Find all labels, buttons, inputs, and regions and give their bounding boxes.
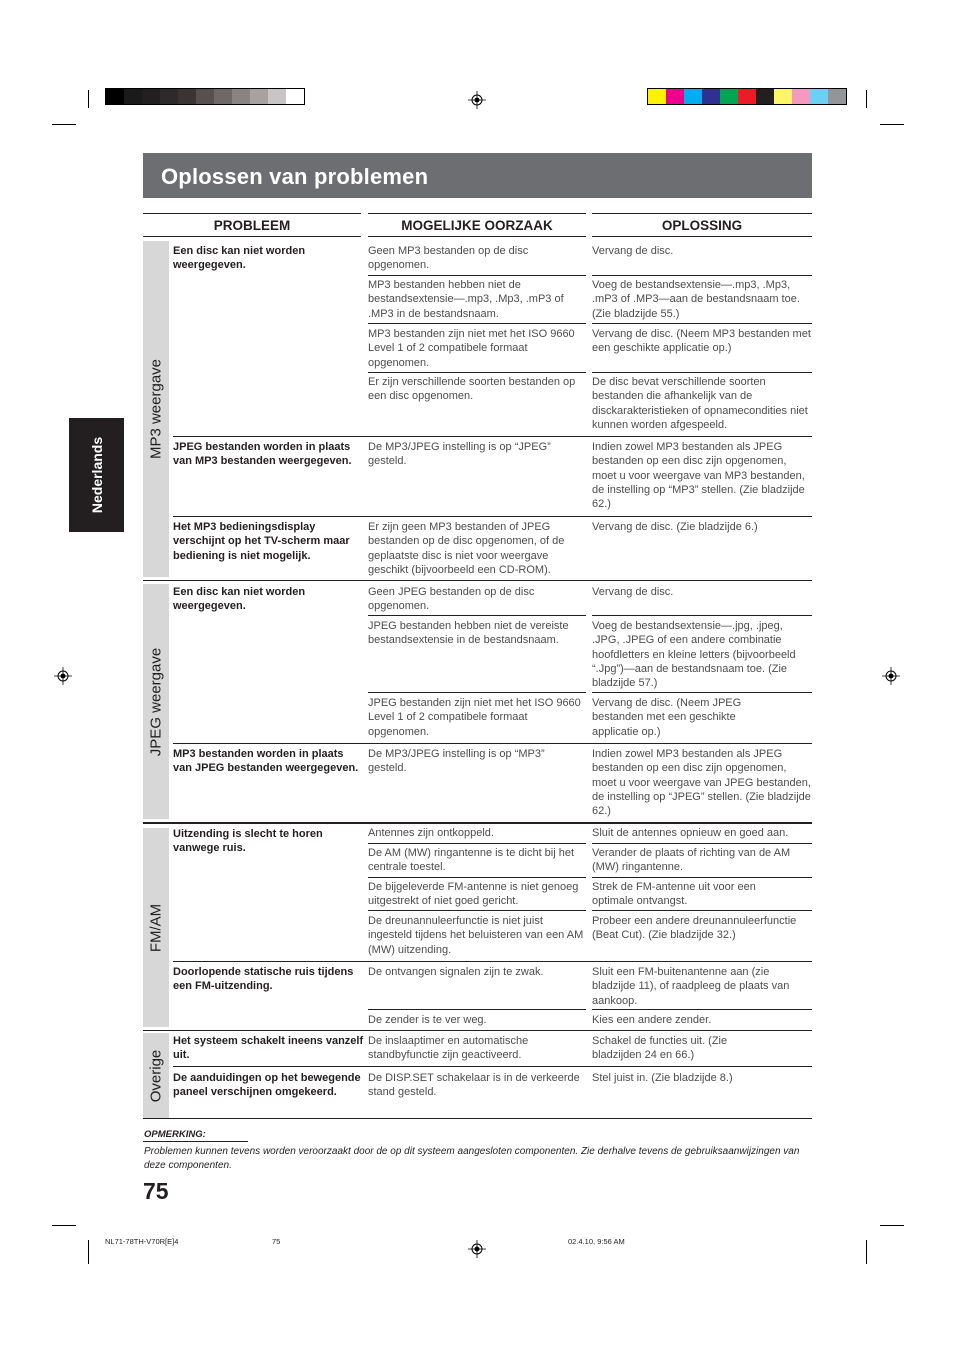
solution-text: Sluit een FM-buitenantenne aan (zie bladzijde 11), of raadpleeg de plaats van aankoop. xyxy=(592,966,790,1007)
row-divider xyxy=(592,615,812,616)
color-swatch xyxy=(756,89,774,104)
color-swatch xyxy=(738,89,756,104)
color-swatch xyxy=(702,89,720,104)
problem-text: De aanduidingen op het bewegende paneel verschijnen omgekeerd. xyxy=(173,1072,361,1099)
section-label-mp3: MP3 weergave xyxy=(147,358,165,460)
section-other xyxy=(143,1033,169,1118)
footer-page: 75 xyxy=(272,1237,281,1246)
page-title-bar xyxy=(143,153,812,198)
section-label-other: Overige xyxy=(147,1049,165,1102)
solution-text: De disc bevat verschillende soorten bestanden die afhankelijk van de disckarakteristieken of opnamecondities niet kunnen worden afgespeeld. xyxy=(592,376,808,431)
row-divider xyxy=(592,910,812,911)
solution-text: Probeer een andere dreunannuleerfunctie (Beat Cut). (Zie bladzijde 32.) xyxy=(592,915,797,942)
color-swatch xyxy=(828,89,846,104)
column-header-cause: MOGELIJKE OORZAAK xyxy=(368,213,586,237)
crop-mark xyxy=(88,90,89,108)
grey-swatch xyxy=(124,89,142,104)
row-divider xyxy=(173,1066,812,1067)
footer-datetime: 02.4.10, 9:56 AM xyxy=(568,1237,625,1246)
solution-text: Vervang de disc. (Neem MP3 bestanden met een geschikte applicatie op.) xyxy=(592,328,811,355)
column-header-problem: PROBLEEM xyxy=(143,213,361,237)
crop-mark xyxy=(52,1225,76,1226)
grey-swatch xyxy=(106,89,124,104)
crop-mark xyxy=(88,1240,89,1264)
solution-text: Vervang de disc. xyxy=(592,245,674,257)
solution-text: Stel juist in. (Zie bladzijde 8.) xyxy=(592,1072,733,1084)
grey-swatch xyxy=(178,89,196,104)
grey-scale-strip xyxy=(105,88,305,105)
grey-swatch xyxy=(160,89,178,104)
row-divider xyxy=(368,843,586,844)
solution-text: Indien zowel MP3 bestanden als JPEG bestanden op een disc zijn opgenomen, moet u voor weergave van MP3 bestanden, de instelling op “MP3” stellen. (Zie bladzijde 62.) xyxy=(592,441,805,511)
crop-mark xyxy=(880,124,904,125)
row-divider xyxy=(368,1009,586,1010)
note-label: OPMERKING: xyxy=(144,1129,206,1140)
solution-text: Kies een andere zender. xyxy=(592,1014,712,1026)
registration-mark-icon xyxy=(882,667,900,685)
cause-text: Er zijn geen MP3 bestanden of JPEG bestanden op de disc opgenomen, of de geplaatste disc is niet voor weergave geschikt (bijvoorbeeld een CD-ROM). xyxy=(368,521,565,576)
section-label-fmam: FM/AM xyxy=(147,903,165,952)
grey-swatch xyxy=(286,89,304,104)
row-divider xyxy=(592,877,812,878)
cause-text: De MP3/JPEG instelling is op “MP3” gesteld. xyxy=(368,748,545,775)
language-tab xyxy=(69,418,124,532)
grey-swatch xyxy=(250,89,268,104)
row-divider xyxy=(173,436,812,437)
grey-swatch xyxy=(214,89,232,104)
registration-mark-icon xyxy=(468,91,486,109)
row-divider xyxy=(368,615,586,616)
problem-text: Het systeem schakelt ineens vanzelf uit. xyxy=(173,1035,364,1062)
problem-text: Een disc kan niet worden weergegeven. xyxy=(173,586,306,613)
cause-text: JPEG bestanden hebben niet de vereiste bestandsextensie in de bestandsnaam. xyxy=(368,620,569,647)
row-divider xyxy=(368,877,586,878)
problem-text: Een disc kan niet worden weergegeven. xyxy=(173,245,306,272)
color-swatch xyxy=(774,89,792,104)
solution-text: Voeg de bestandsextensie—.jpg, .jpeg, .JPG, .JPEG of een andere combinatie hoofdletters en kleine letters (bijvoorbeeld “.Jpg”)—aan de bestandsnaam toe. (Zie bladzijde 57.) xyxy=(592,620,796,690)
row-divider xyxy=(368,275,586,276)
color-swatch xyxy=(648,89,666,104)
row-divider xyxy=(592,843,812,844)
grey-swatch xyxy=(232,89,250,104)
section-divider xyxy=(143,580,812,581)
color-swatch xyxy=(810,89,828,104)
problem-text: JPEG bestanden worden in plaats van MP3 bestanden weergegeven. xyxy=(173,441,352,468)
row-divider xyxy=(368,692,586,693)
problem-text: MP3 bestanden worden in plaats van JPEG bestanden weergegeven. xyxy=(173,748,359,775)
row-divider xyxy=(368,372,586,373)
crop-mark xyxy=(866,90,867,108)
cause-text: De inslaaptimer en automatische standbyfunctie zijn geactiveerd. xyxy=(368,1035,529,1062)
page-title: Oplossen van problemen xyxy=(161,164,429,189)
row-divider xyxy=(592,372,812,373)
problem-text: Doorlopende statische ruis tijdens een FM-uitzending. xyxy=(173,966,354,993)
row-divider xyxy=(592,692,812,693)
grey-swatch xyxy=(196,89,214,104)
cause-text: De dreunannuleerfunctie is niet juist ingesteld tijdens het beluisteren van een AM (MW) uitzending. xyxy=(368,915,584,956)
page-number: 75 xyxy=(143,1178,169,1204)
problem-text: Uitzending is slecht te horen vanwege ruis. xyxy=(173,828,323,855)
color-swatch xyxy=(792,89,810,104)
row-divider xyxy=(173,516,812,517)
section-mp3 xyxy=(143,241,169,577)
solution-text: Sluit de antennes opnieuw en goed aan. xyxy=(592,827,789,839)
grey-swatch xyxy=(268,89,286,104)
row-divider xyxy=(173,961,812,962)
cause-text: Antennes zijn ontkoppeld. xyxy=(368,827,494,839)
cause-text: MP3 bestanden hebben niet de bestandsextensie—.mp3, .Mp3, .mP3 of .MP3 in de bestandsnaam. xyxy=(368,279,564,320)
solution-text: Vervang de disc. xyxy=(592,586,674,598)
solution-text: Vervang de disc. (Zie bladzijde 6.) xyxy=(592,521,758,533)
crop-mark xyxy=(866,1240,867,1264)
section-jpeg xyxy=(143,584,169,819)
row-divider xyxy=(173,743,812,744)
cause-text: Er zijn verschillende soorten bestanden op een disc opgenomen. xyxy=(368,376,576,403)
cause-text: De MP3/JPEG instelling is op “JPEG” gesteld. xyxy=(368,441,551,468)
section-fmam xyxy=(143,828,169,1027)
section-label-jpeg: JPEG weergave xyxy=(147,647,165,756)
solution-text: Vervang de disc. (Neem JPEG bestanden met een geschikte applicatie op.) xyxy=(592,697,742,738)
solution-text: Strek de FM-antenne uit voor een optimale ontvangst. xyxy=(592,881,756,908)
crop-mark xyxy=(52,124,76,125)
color-swatch xyxy=(666,89,684,104)
row-divider xyxy=(368,323,586,324)
problem-text: Het MP3 bedieningsdisplay verschijnt op het TV-scherm maar bediening is niet mogelijk. xyxy=(173,521,350,562)
row-divider xyxy=(368,910,586,911)
row-divider xyxy=(592,323,812,324)
cause-text: De AM (MW) ringantenne is te dicht bij het centrale toestel. xyxy=(368,847,575,874)
cause-text: MP3 bestanden zijn niet met het ISO 9660 Level 1 of 2 compatibele formaat opgenomen. xyxy=(368,328,575,369)
table-bottom-rule xyxy=(143,1118,812,1119)
color-swatch xyxy=(720,89,738,104)
column-header-solution: OPLOSSING xyxy=(592,213,812,237)
solution-text: Indien zowel MP3 bestanden als JPEG bestanden op een disc zijn opgenomen, moet u voor weergave van JPEG bestanden, de instelling op “JPEG” stellen. (Zie bladzijde 62.) xyxy=(592,748,811,818)
note-underline xyxy=(143,1141,248,1142)
section-divider xyxy=(143,1030,812,1031)
color-swatch xyxy=(684,89,702,104)
cause-text: De zender is te ver weg. xyxy=(368,1014,487,1026)
footer-code: NL71-78TH-V70R[E]4 xyxy=(105,1237,179,1246)
cause-text: Geen MP3 bestanden op de disc opgenomen. xyxy=(368,245,529,272)
registration-mark-icon xyxy=(468,1240,486,1258)
cause-text: De ontvangen signalen zijn te zwak. xyxy=(368,966,544,978)
section-divider xyxy=(143,822,812,824)
cause-text: De DISP.SET schakelaar is in de verkeerde stand gesteld. xyxy=(368,1072,580,1099)
crop-mark xyxy=(880,1225,904,1226)
row-divider xyxy=(592,275,812,276)
solution-text: Schakel de functies uit. (Zie bladzijden 24 en 66.) xyxy=(592,1035,728,1062)
registration-mark-icon xyxy=(54,667,72,685)
cause-text: De bijgeleverde FM-antenne is niet genoeg uitgestrekt of niet goed gericht. xyxy=(368,881,579,908)
grey-swatch xyxy=(142,89,160,104)
language-tab-label: Nederlands xyxy=(88,436,105,514)
row-divider xyxy=(592,1009,812,1010)
color-bar-strip xyxy=(647,88,847,105)
cause-text: JPEG bestanden zijn niet met het ISO 9660 Level 1 of 2 compatibele formaat opgenomen. xyxy=(368,697,581,738)
solution-text: Verander de plaats of richting van de AM (MW) ringantenne. xyxy=(592,847,791,874)
cause-text: Geen JPEG bestanden op de disc opgenomen. xyxy=(368,586,535,613)
note-text: Problemen kunnen tevens worden veroorzaakt door de op dit systeem aangesloten componenten. Zie derhalve tevens de gebruiksaanwijzingen van deze componenten. xyxy=(144,1146,800,1171)
solution-text: Voeg de bestandsextensie—.mp3, .Mp3, .mP3 of .MP3—aan de bestandsnaam toe. (Zie bladzijde 55.) xyxy=(592,279,800,320)
